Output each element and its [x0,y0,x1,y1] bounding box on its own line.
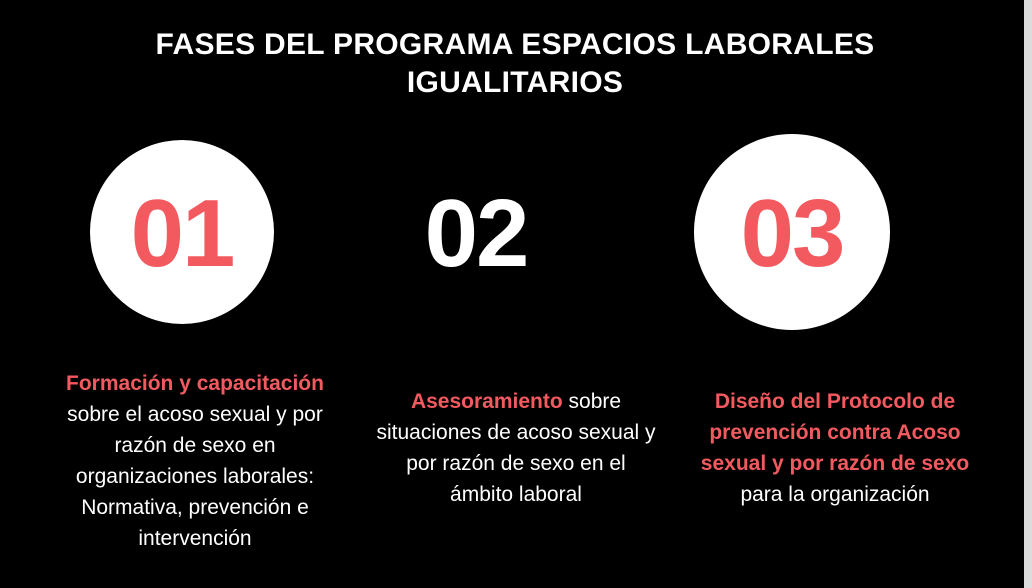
phase-2-highlight: Asesoramiento [410,390,563,413]
phase-1-description [52,368,338,554]
phase-3-description [686,386,984,510]
phase-1-number: 01 [130,180,234,287]
phase-3-highlight: Diseño del Protocolo de prevención contra Acoso sexual y por razón de sexo [700,390,970,475]
phase-1-text: sobre el acoso sexual y por razón de sexo en organizaciones laborales: Normativa, prevención e intervención [67,403,323,550]
page-title: FASES DEL PROGRAMA ESPACIOS LABORALES IGUALITARIOS [155,28,875,99]
phase-1-highlight: Formación y capacitación [66,372,324,395]
phase-2-number: 02 [424,180,528,287]
phase-3-number: 03 [740,180,844,287]
right-edge-divider [1024,0,1032,588]
phase-2-description [374,386,658,510]
phase-2-text: sobre situaciones de acoso sexual y por razón de sexo en el ámbito laboral [376,390,656,506]
phase-3-text: para la organización [740,483,930,506]
